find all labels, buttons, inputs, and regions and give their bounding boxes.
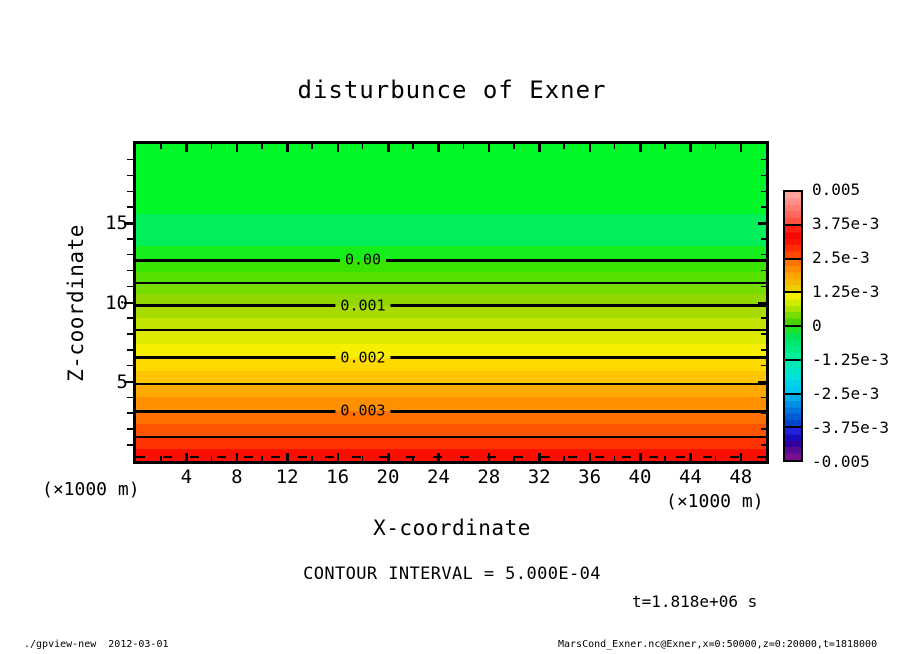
y-tick-label: 15 bbox=[105, 212, 128, 235]
y-tick bbox=[761, 159, 766, 161]
x-tick bbox=[589, 144, 592, 152]
x-tick-label: 12 bbox=[275, 466, 299, 488]
contour-line bbox=[136, 259, 766, 262]
fill-band bbox=[136, 330, 766, 345]
colorbar-segment bbox=[785, 361, 801, 395]
contour-line bbox=[136, 383, 766, 385]
y-tick-outer bbox=[127, 428, 133, 430]
y-axis-unit-label: (×1000 m) bbox=[42, 479, 140, 500]
colorbar-segment bbox=[785, 327, 801, 361]
y-tick bbox=[761, 175, 766, 177]
fill-band bbox=[136, 411, 766, 424]
fill-band bbox=[136, 449, 766, 461]
x-tick bbox=[286, 144, 289, 152]
fill-band bbox=[136, 437, 766, 449]
y-tick-outer bbox=[127, 397, 133, 399]
y-tick bbox=[761, 317, 766, 319]
fill-band bbox=[136, 144, 766, 215]
y-tick-outer bbox=[127, 238, 133, 240]
contour-line bbox=[136, 329, 766, 331]
x-tick-label: 44 bbox=[678, 466, 702, 488]
y-tick bbox=[761, 254, 766, 256]
x-tick-label: 20 bbox=[376, 466, 400, 488]
x-tick bbox=[437, 144, 440, 152]
x-axis-unit-label: (×1000 m) bbox=[666, 491, 764, 512]
y-tick bbox=[761, 191, 766, 193]
contour-line bbox=[136, 356, 766, 359]
x-tick bbox=[261, 144, 263, 149]
fill-band bbox=[136, 384, 766, 397]
x-tick bbox=[311, 144, 313, 149]
colorbar-tick-label: -3.75e-3 bbox=[812, 418, 890, 437]
x-tick bbox=[412, 144, 414, 149]
y-tick bbox=[761, 428, 766, 430]
x-tick-label: 32 bbox=[527, 466, 551, 488]
y-tick-outer bbox=[127, 365, 133, 367]
x-tick bbox=[715, 144, 717, 149]
x-tick bbox=[538, 144, 541, 152]
colorbar-segment bbox=[785, 192, 801, 226]
x-tick-label: 8 bbox=[231, 466, 243, 488]
y-tick bbox=[761, 444, 766, 446]
y-tick-outer bbox=[127, 286, 133, 288]
x-tick-label: 48 bbox=[729, 466, 753, 488]
colorbar-segment bbox=[785, 395, 801, 429]
colorbar-tick-label: 3.75e-3 bbox=[812, 214, 880, 233]
y-tick-outer bbox=[127, 254, 133, 256]
contour-interval-text: CONTOUR INTERVAL = 5.000E-04 bbox=[303, 564, 601, 584]
y-tick bbox=[761, 365, 766, 367]
y-tick bbox=[761, 206, 766, 208]
x-tick bbox=[488, 144, 491, 152]
x-tick-label: 24 bbox=[426, 466, 450, 488]
y-tick-outer bbox=[127, 270, 133, 272]
x-tick bbox=[563, 144, 565, 149]
contour-label: 0.003 bbox=[335, 403, 390, 420]
y-tick bbox=[758, 222, 766, 225]
x-tick bbox=[689, 144, 692, 152]
contour-label: 0.001 bbox=[335, 297, 390, 314]
fill-band bbox=[136, 283, 766, 294]
y-tick-outer bbox=[127, 191, 133, 193]
footer-data-source: MarsCond_Exner.nc@Exner,x=0:50000,z=0:20000,t=1818000 bbox=[558, 639, 878, 650]
y-tick-outer bbox=[127, 333, 133, 335]
colorbar-tick-label: 2.5e-3 bbox=[812, 248, 870, 267]
colorbar bbox=[783, 190, 803, 462]
colorbar-segment bbox=[785, 293, 801, 327]
x-tick bbox=[211, 144, 213, 149]
x-tick bbox=[513, 144, 515, 149]
colorbar-tick-label: -2.5e-3 bbox=[812, 384, 880, 403]
fill-band bbox=[136, 358, 766, 371]
x-tick bbox=[639, 144, 642, 152]
y-tick bbox=[761, 349, 766, 351]
fill-band bbox=[136, 214, 766, 246]
x-tick-label: 36 bbox=[578, 466, 602, 488]
x-tick bbox=[185, 144, 188, 152]
x-tick-label: 28 bbox=[477, 466, 501, 488]
y-tick-outer bbox=[127, 349, 133, 351]
x-tick bbox=[740, 144, 743, 152]
contour-line bbox=[136, 436, 766, 438]
y-tick bbox=[761, 270, 766, 272]
y-tick-label: 5 bbox=[116, 370, 128, 393]
contour-label: 0.002 bbox=[335, 349, 390, 366]
fill-band bbox=[136, 306, 766, 319]
y-tick-outer bbox=[127, 444, 133, 446]
x-axis-title: X-coordinate bbox=[373, 516, 531, 540]
y-tick-outer bbox=[127, 317, 133, 319]
contour-line-fragmented bbox=[136, 456, 766, 458]
y-tick bbox=[761, 286, 766, 288]
contour-line bbox=[136, 304, 766, 307]
y-tick-outer bbox=[127, 206, 133, 208]
y-tick bbox=[761, 238, 766, 240]
x-tick bbox=[337, 144, 340, 152]
x-tick bbox=[362, 144, 364, 149]
fill-band bbox=[136, 260, 766, 272]
colorbar-tick-label: 0 bbox=[812, 316, 822, 335]
contour-label: 0.00 bbox=[340, 252, 386, 269]
contour-line bbox=[136, 410, 766, 413]
colorbar-tick-label: 1.25e-3 bbox=[812, 282, 880, 301]
y-tick bbox=[761, 397, 766, 399]
chart-title: disturbunce of Exner bbox=[297, 76, 607, 104]
y-tick bbox=[761, 412, 766, 414]
colorbar-tick-label: -0.005 bbox=[812, 452, 870, 471]
colorbar-segment bbox=[785, 428, 801, 460]
time-annotation: t=1.818e+06 s bbox=[632, 592, 758, 611]
footer-program-stamp: ./gpview-new 2012-03-01 bbox=[24, 639, 169, 650]
y-tick bbox=[761, 333, 766, 335]
x-tick-label: 40 bbox=[628, 466, 652, 488]
x-tick bbox=[160, 144, 162, 149]
gpview-plot-window: disturbunce of Exner Z-coordinate 0.00 0.001 0.002 0.003 4 8 12 16 20 24 28 32 36 40 44 48 5 10 15 (×1000 m) (×1000 m) X-coordinate 0.005 3.75e-3 2.5e-3 1.25e-3 0 -1.25e-3 -2.5e-3 -3.75e-3 -0.005 CONTOUR INTERVAL = 5.000E-04 t=1.818e+06 s ./gpview-new 2012-03-01 MarsCond_Exner.nc@Exner,x=0:50000,z=0:20000,t=1818000 bbox=[0, 0, 904, 654]
colorbar-segment bbox=[785, 260, 801, 294]
colorbar-tick-label: 0.005 bbox=[812, 180, 861, 199]
x-tick bbox=[463, 144, 465, 149]
x-tick bbox=[236, 144, 239, 152]
x-tick-label: 4 bbox=[180, 466, 193, 488]
colorbar-segment bbox=[785, 226, 801, 260]
y-tick-outer bbox=[127, 159, 133, 161]
x-tick bbox=[387, 144, 390, 152]
y-tick-label: 10 bbox=[105, 291, 128, 314]
y-tick-outer bbox=[127, 412, 133, 414]
x-tick-label: 16 bbox=[326, 466, 350, 488]
colorbar-tick-label: -1.25e-3 bbox=[812, 350, 890, 369]
x-tick bbox=[614, 144, 616, 149]
y-tick-outer bbox=[127, 175, 133, 177]
contour-plot-area bbox=[136, 144, 766, 461]
contour-line bbox=[136, 282, 766, 284]
x-tick bbox=[664, 144, 666, 149]
